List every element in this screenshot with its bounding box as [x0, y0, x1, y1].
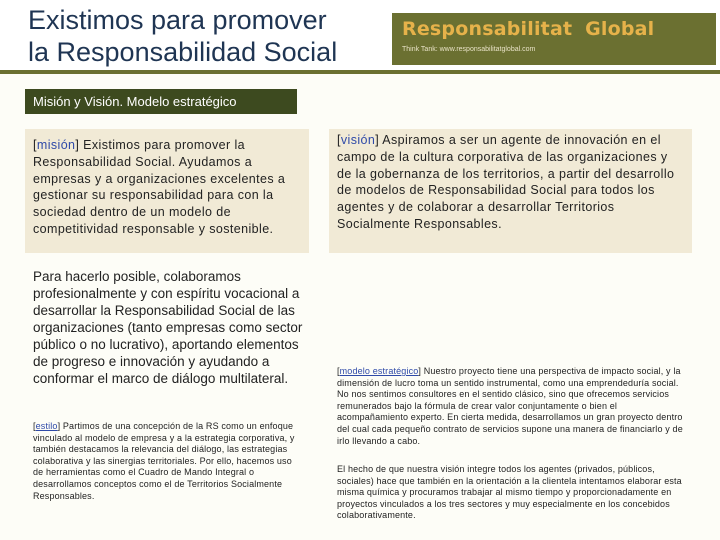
page-title-line-1: Existimos para promover	[28, 5, 327, 35]
mision-text-block: [misión] Existimos para promover la Responsabilidad Social. Ayudamos a empresas y a organizaciones excelentes a gestionar su responsabilidad para con la sociedad dentro de un modelo de competitividad responsable y sostenible.	[33, 138, 286, 236]
logo-title: Responsabilitat Global	[402, 18, 655, 40]
logo-subtitle: Think Tank: www.responsabilitatglobal.com	[402, 46, 536, 53]
mision-text: Existimos para promover la Responsabilidad Social. Ayudamos a empresas y a organizaciones excelentes a gestionar su responsabilidad para con la sociedad dentro de un modelo de competitividad responsable y sostenible.	[33, 138, 286, 236]
page-title-line-2: la Responsabilidad Social	[28, 37, 338, 67]
section-title: Misión y Visión. Modelo estratégico	[33, 94, 237, 109]
modelo-estrategico-link[interactable]: modelo estratégico	[339, 366, 419, 376]
hecho-paragraph: El hecho de que nuestra visión integre todos los agentes (privados, públicos, sociales) hace que también en la orientación a la clientela intentamos elaborar esta misma química y procuramos trabajar al mismo tiempo y proporcionadamente en proyectos vinculados a los tres sectores y muy especialmente en los concebidos colaborativamente.	[337, 464, 682, 521]
responsabilitat-global-logo	[392, 13, 716, 65]
modelo-estrategico-text: Nuestro proyecto tiene una perspectiva de impacto social, y la dimensión de lucro toma un sentido instrumental, como una emprendeduría social. No nos sentimos consultores en el sentido clásico, sino que ofrecemos servicios remunerados bajo la fórmula de crear valor conjuntamente o bien el acompañamiento experto. En cierta medida, desarrollamos un gran proyecto dentro del cual cada pequeño contrato de servicios supone una manera de financiarlo y de irlo llevando a cabo.	[337, 366, 683, 446]
vision-tag[interactable]: visión	[340, 133, 376, 147]
section-title-bar	[25, 89, 297, 114]
modelo-estrategico-paragraph: [modelo estratégico] Nuestro proyecto tiene una perspectiva de impacto social, y la dimensión de lucro toma un sentido instrumental, como una emprendeduría social. No nos sentimos consultores en el sentido clásico, sino que ofrecemos servicios remunerados bajo la fórmula de crear valor conjuntamente o bien el acompañamiento experto. En cierta medida, desarrollamos un gran proyecto dentro del cual cada pequeño contrato de servicios supone una manera de financiarlo y de irlo llevando a cabo.	[337, 366, 683, 446]
estilo-text: Partimos de una concepción de la RS como un enfoque vinculado al modelo de empresa y a la estrategia corporativa, y también destacamos la relevancia del diálogo, las estrategias colaborativa y las sinergias territoriales. Por ello, hacemos uso de herramientas como el Cuadro de Mando Integral o desarrollamos conceptos como el de Territorios Socialmente Responsables.	[33, 421, 295, 501]
collaboration-paragraph: Para hacerlo posible, colaboramos profesionalmente y con espíritu vocacional a desarrollar la Responsabilidad Social de las organizaciones (tanto empresas como sector público o no lucrativo), aportando elementos de progreso e innovación y ayudando a conformar el marco de diálogo multilateral.	[33, 269, 303, 386]
vision-text: Aspiramos a ser un agente de innovación en el campo de la cultura corporativa de las organizaciones y de la gobernanza de los territorios, a partir del desarrollo de modelos de Responsabilidad Social para todos los agentes y de colaborar a desarrollar Territorios Socialmente Responsables.	[337, 133, 675, 231]
vision-text-block: [visión] Aspiramos a ser un agente de innovación en el campo de la cultura corporativa de las organizaciones y de la gobernanza de los territorios, a partir del desarrollo de modelos de Responsabilidad Social para todos los agentes y de colaborar a desarrollar Territorios Socialmente Responsables.	[337, 133, 675, 231]
mision-box	[25, 129, 309, 253]
vision-box	[329, 129, 692, 253]
estilo-paragraph: [estilo] Partimos de una concepción de la RS como un enfoque vinculado al modelo de empresa y a la estrategia corporativa, y también destacamos la relevancia del diálogo, las estrategias colaborativa y las sinergias territoriales. Por ello, hacemos uso de herramientas como el Cuadro de Mando Integral o desarrollamos conceptos como el de Territorios Socialmente Responsables.	[33, 421, 295, 501]
estilo-link[interactable]: estilo	[35, 421, 58, 431]
mision-tag[interactable]: misión	[36, 138, 76, 152]
page-title	[28, 4, 388, 68]
